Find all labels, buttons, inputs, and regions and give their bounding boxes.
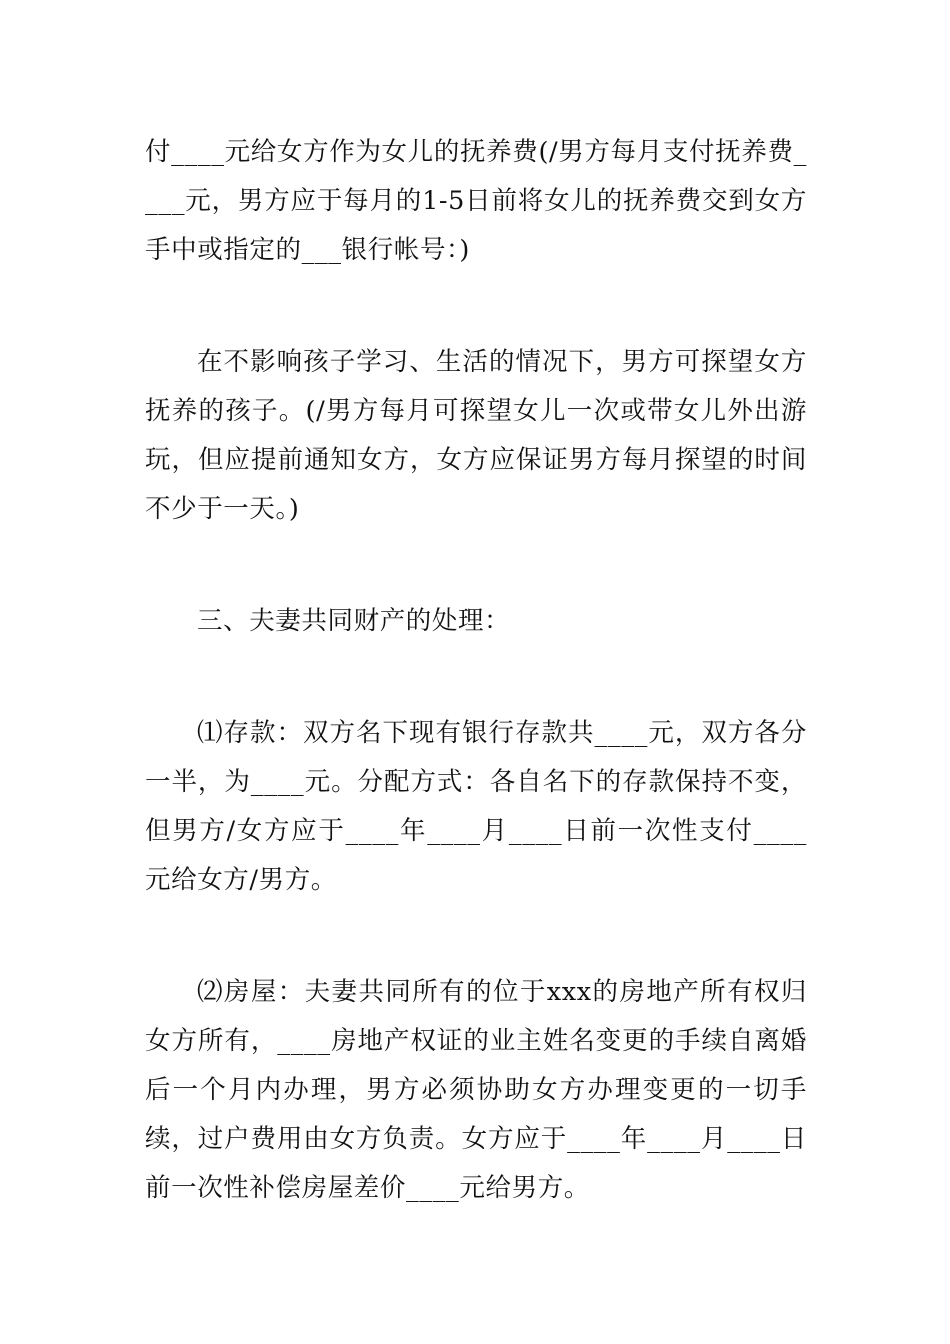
paragraph-bank-deposits: ⑴存款：双方名下现有银行存款共____元，双方各分一半，为____元。分配方式：各自名下的存款保持不变，但男方/女方应于____年____月____日前一次性支付____元给女方/男方。 xyxy=(145,718,807,895)
paragraph-house: ⑵房屋：夫妻共同所有的位于xxx的房地产所有权归女方所有，____房地产权证的业主姓名变更的手续自离婚后一个月内办理，男方必须协助女方办理变更的一切手续，过户费用由女方负责。女方应于____年____月____日前一次性补偿房屋差价____元给男方。 xyxy=(145,977,807,1203)
paragraph-visitation: 在不影响孩子学习、生活的情况下，男方可探望女方抚养的孩子。(/男方每月可探望女儿一次或带女儿外出游玩，但应提前通知女方，女方应保证男方每月探望的时间不少于一天。) xyxy=(145,347,807,524)
paragraph-child-support: 付____元给女方作为女儿的抚养费(/男方每月支付抚养费____元，男方应于每月的1-5日前将女儿的抚养费交到女方手中或指定的___银行帐号：) xyxy=(145,137,807,265)
section-heading-joint-property: 三、夫妻共同财产的处理： xyxy=(197,606,511,636)
document-body xyxy=(145,128,807,1213)
